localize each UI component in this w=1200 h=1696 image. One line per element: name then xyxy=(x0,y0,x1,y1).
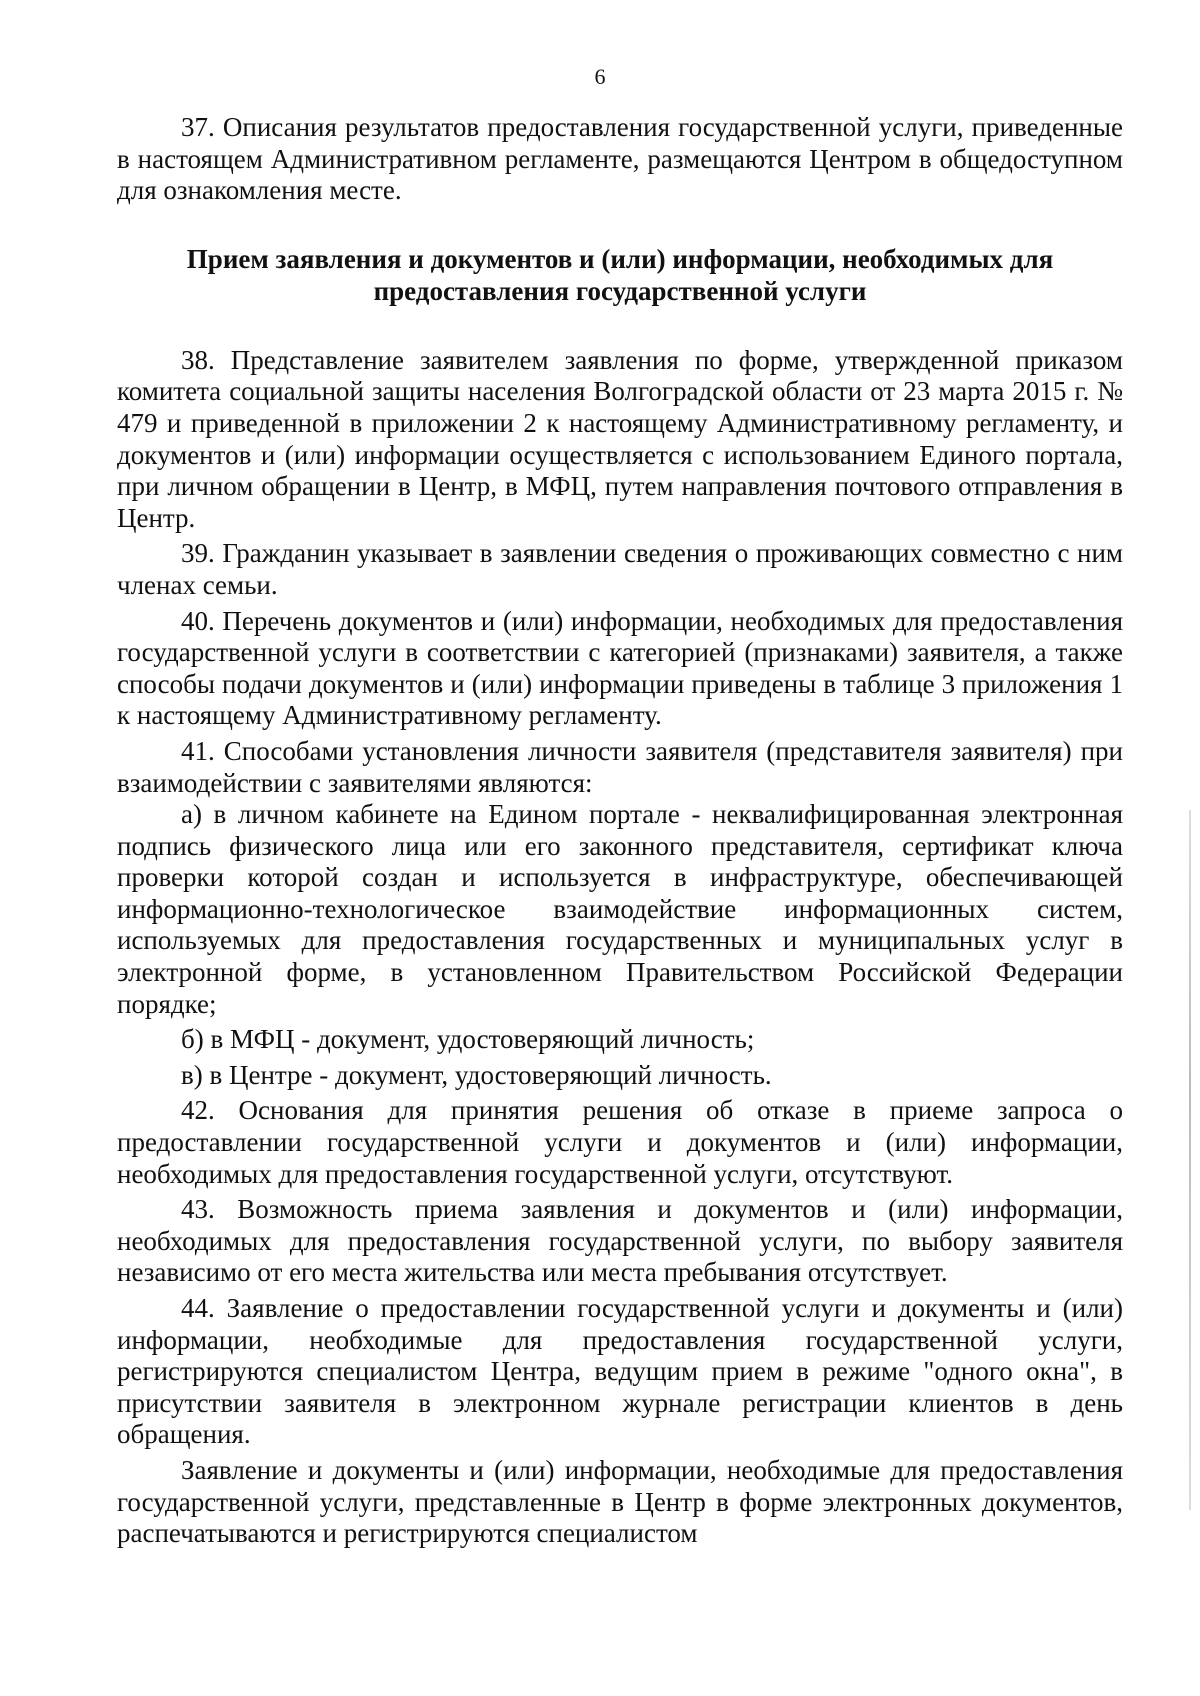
section-heading-line-1: Прием заявления и документов и (или) информации, необходимых для xyxy=(186,243,1054,274)
paragraph-40: 40. Перечень документов и (или) информации, необходимых для предоставления государственной услуги в соответствии с категорией (признаками) заявителя, а также способы подачи документов и (или) информации приведены в таблице 3 приложения 1 к настоящему Административному регламенту. xyxy=(117,605,1123,731)
paragraph-44: 44. Заявление о предоставлении государственной услуги и документы и (или) информации, необходимые для предоставления государственной услуги, регистрируются специалистом Центра, ведущим прием в режиме "одного окна", в присутствии заявителя в электронном журнале регистрации клиентов в день обращения. xyxy=(117,1293,1123,1450)
paragraph-41-b: б) в МФЦ - документ, удостоверяющий личность; xyxy=(181,1024,755,1055)
paragraph-39: 39. Гражданин указывает в заявлении сведения о проживающих совместно с ним членах семьи. xyxy=(117,538,1123,600)
paragraph-43: 43. Возможность приема заявления и документов и (или) информации, необходимых для предоставления государственной услуги, по выбору заявителя независимо от его места жительства или места пребывания отсутствует. xyxy=(117,1194,1123,1288)
paragraph-41-a: а) в личном кабинете на Едином портале - неквалифицированная электронная подпись физического лица или его законного представителя, сертификат ключа проверки которой создан и используется в инфраструктуре, обеспечивающей информационно-технологическое взаимодействие информационных систем, используемых для предоставления государственных и муниципальных услуг в электронной форме, в установленном Правительством Российской Федерации порядке; xyxy=(117,799,1123,1019)
paragraph-41: 41. Способами установления личности заявителя (представителя заявителя) при взаимодействии с заявителями являются: xyxy=(117,735,1123,798)
paragraph-44-continued: Заявление и документы и (или) информации, необходимые для предоставления государственной услуги, представленные в Центр в форме электронных документов, распечатываются и регистрируются специалистом xyxy=(117,1454,1123,1549)
paragraph-42: 42. Основания для принятия решения об отказе в приеме запроса о предоставлении государственной услуги и документов и (или) информации, необходимых для предоставления государственной услуги, отсутствуют. xyxy=(117,1095,1123,1189)
paragraph-41-c: в) в Центре - документ, удостоверяющий личность. xyxy=(181,1059,772,1090)
scan-edge-mark xyxy=(1189,810,1191,1510)
paragraph-37: 37. Описания результатов предоставления государственной услуги, приведенные в настоящем Административном регламенте, размещаются Центром в общедоступном для ознакомления месте. xyxy=(117,112,1123,206)
paragraph-38: 38. Представление заявителем заявления по форме, утвержденной приказом комитета социальной защиты населения Волгоградской области от 23 марта 2015 г. № 479 и приведенной в приложении 2 к настоящему Административному регламенту, и документов и (или) информации осуществляется с использованием Единого портала, при личном обращении в Центр, в МФЦ, путем направления почтового отправления в Центр. xyxy=(117,344,1123,533)
section-heading xyxy=(117,243,1123,307)
page-number: 6 xyxy=(594,64,606,89)
section-heading-line-2: предоставления государственной услуги xyxy=(373,275,867,306)
document-body xyxy=(117,112,1123,1550)
